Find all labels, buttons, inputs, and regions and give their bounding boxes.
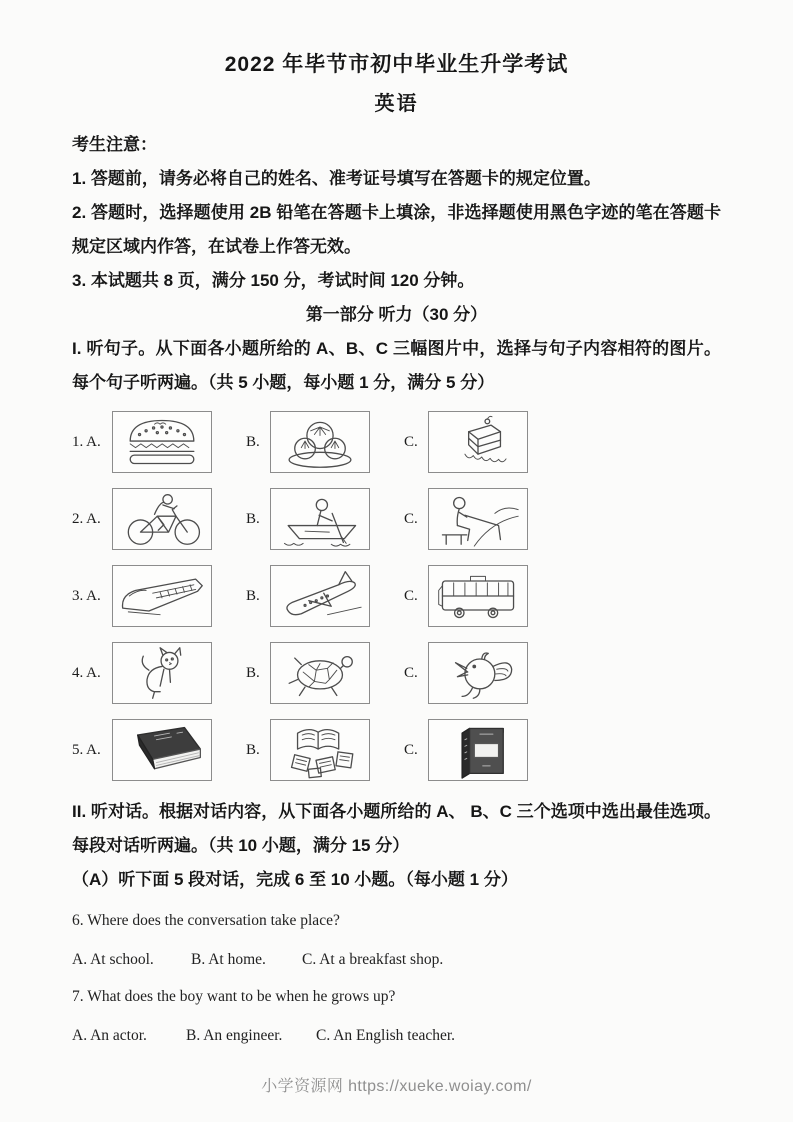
question-6-option-c: C. At a breakfast shop. <box>302 951 444 968</box>
question-3-option-c-label: C. <box>404 587 418 604</box>
question-7-text: 7. What does the boy want to be when he grows up? <box>72 988 396 1005</box>
picture-box-1c <box>428 411 528 473</box>
picture-options-grid <box>72 410 721 782</box>
question-2-option-b-label: B. <box>246 510 260 527</box>
question-6-text: 6. Where does the conversation take place? <box>72 912 340 929</box>
picture-question-row-4 <box>72 641 721 705</box>
airplane-icon <box>272 567 368 625</box>
question-4-option-a-label: 4. A. <box>72 664 101 681</box>
picture-box-5a <box>112 719 212 781</box>
part1-heading: 第一部分 听力（30 分） <box>305 305 488 324</box>
site-watermark <box>0 1073 793 1096</box>
notice-heading: 考生注意： <box>72 135 157 154</box>
picture-box-4b <box>270 642 370 704</box>
exam-title: 2022 年毕节市初中毕业生升学考试 <box>224 53 569 76</box>
picture-question-row-5 <box>72 718 721 782</box>
cat-icon <box>114 644 210 702</box>
question-5-option-b-label: B. <box>246 741 260 758</box>
turtle-icon <box>272 644 368 702</box>
question-7-option-c: C. An English teacher. <box>316 1027 456 1044</box>
bird-icon <box>430 644 526 702</box>
picture-box-2c <box>428 488 528 550</box>
magazines-icon <box>272 721 368 779</box>
question-7-option-a: A. An actor. <box>72 1027 147 1044</box>
question-5-option-a-label: 5. A. <box>72 741 101 758</box>
fishing-icon <box>430 490 526 548</box>
picture-box-3b <box>270 565 370 627</box>
section2-intro: II. 听对话。根据对话内容，从下面各小题所给的 A、 B、C 三个选项中选出最佳选项。每段对话听两遍。（共 10 小题，满分 15 分） <box>72 802 721 855</box>
cake-slice-icon <box>430 413 526 471</box>
question-2-option-a-label: 2. A. <box>72 510 101 527</box>
picture-box-3a <box>112 565 212 627</box>
picture-box-5c <box>428 719 528 781</box>
rowing-boat-icon <box>272 490 368 548</box>
question-6-option-a: A. At school. <box>72 951 154 968</box>
question-4-option-c-label: C. <box>404 664 418 681</box>
question-1-option-b-label: B. <box>246 433 260 450</box>
site-watermark-text: 小学资源网 https://xueke.woiay.com/ <box>261 1078 532 1095</box>
question-6-options <box>72 951 721 969</box>
steamed-buns-icon <box>272 413 368 471</box>
question-1-option-c-label: C. <box>404 433 418 450</box>
question-5-option-c-label: C. <box>404 741 418 758</box>
section1-intro: I. 听句子。从下面各小题所给的 A、B、C 三幅图片中，选择与句子内容相符的图片。每个句子听两遍。（共 5 小题，每小题 1 分，满分 5 分） <box>72 339 721 392</box>
picture-box-2a <box>112 488 212 550</box>
picture-box-1a <box>112 411 212 473</box>
question-7-options <box>72 1027 721 1045</box>
picture-box-1b <box>270 411 370 473</box>
question-6-option-b: B. At home. <box>191 951 266 968</box>
hamburger-icon <box>114 413 210 471</box>
bus-icon <box>430 567 526 625</box>
question-7-option-b: B. An engineer. <box>186 1027 283 1044</box>
section2-part-a-note: （A）听下面 5 段对话，完成 6 至 10 小题。（每小题 1 分） <box>72 870 518 889</box>
notice-item-2: 2. 答题时，选择题使用 2B 铅笔在答题卡上填涂，非选择题使用黑色字迹的笔在答题卡规定区域内作答，在试卷上作答无效。 <box>72 203 721 256</box>
picture-question-row-2 <box>72 487 721 551</box>
dictionary-lying-icon <box>114 721 210 779</box>
notice-item-3: 3. 本试题共 8 页，满分 150 分，考试时间 120 分钟。 <box>72 271 475 290</box>
picture-box-3c <box>428 565 528 627</box>
question-4-option-b-label: B. <box>246 664 260 681</box>
riding-bicycle-icon <box>114 490 210 548</box>
question-3-option-b-label: B. <box>246 587 260 604</box>
picture-question-row-3 <box>72 564 721 628</box>
high-speed-train-icon <box>114 567 210 625</box>
dictionary-standing-icon <box>430 721 526 779</box>
question-1-option-a-label: 1. A. <box>72 433 101 450</box>
picture-box-4a <box>112 642 212 704</box>
exam-subject: 英语 <box>374 93 419 115</box>
picture-question-row-1 <box>72 410 721 474</box>
picture-box-2b <box>270 488 370 550</box>
question-2-option-c-label: C. <box>404 510 418 527</box>
question-3-option-a-label: 3. A. <box>72 587 101 604</box>
picture-box-4c <box>428 642 528 704</box>
picture-box-5b <box>270 719 370 781</box>
notice-item-1: 1. 答题前，请务必将自己的姓名、准考证号填写在答题卡的规定位置。 <box>72 169 601 188</box>
